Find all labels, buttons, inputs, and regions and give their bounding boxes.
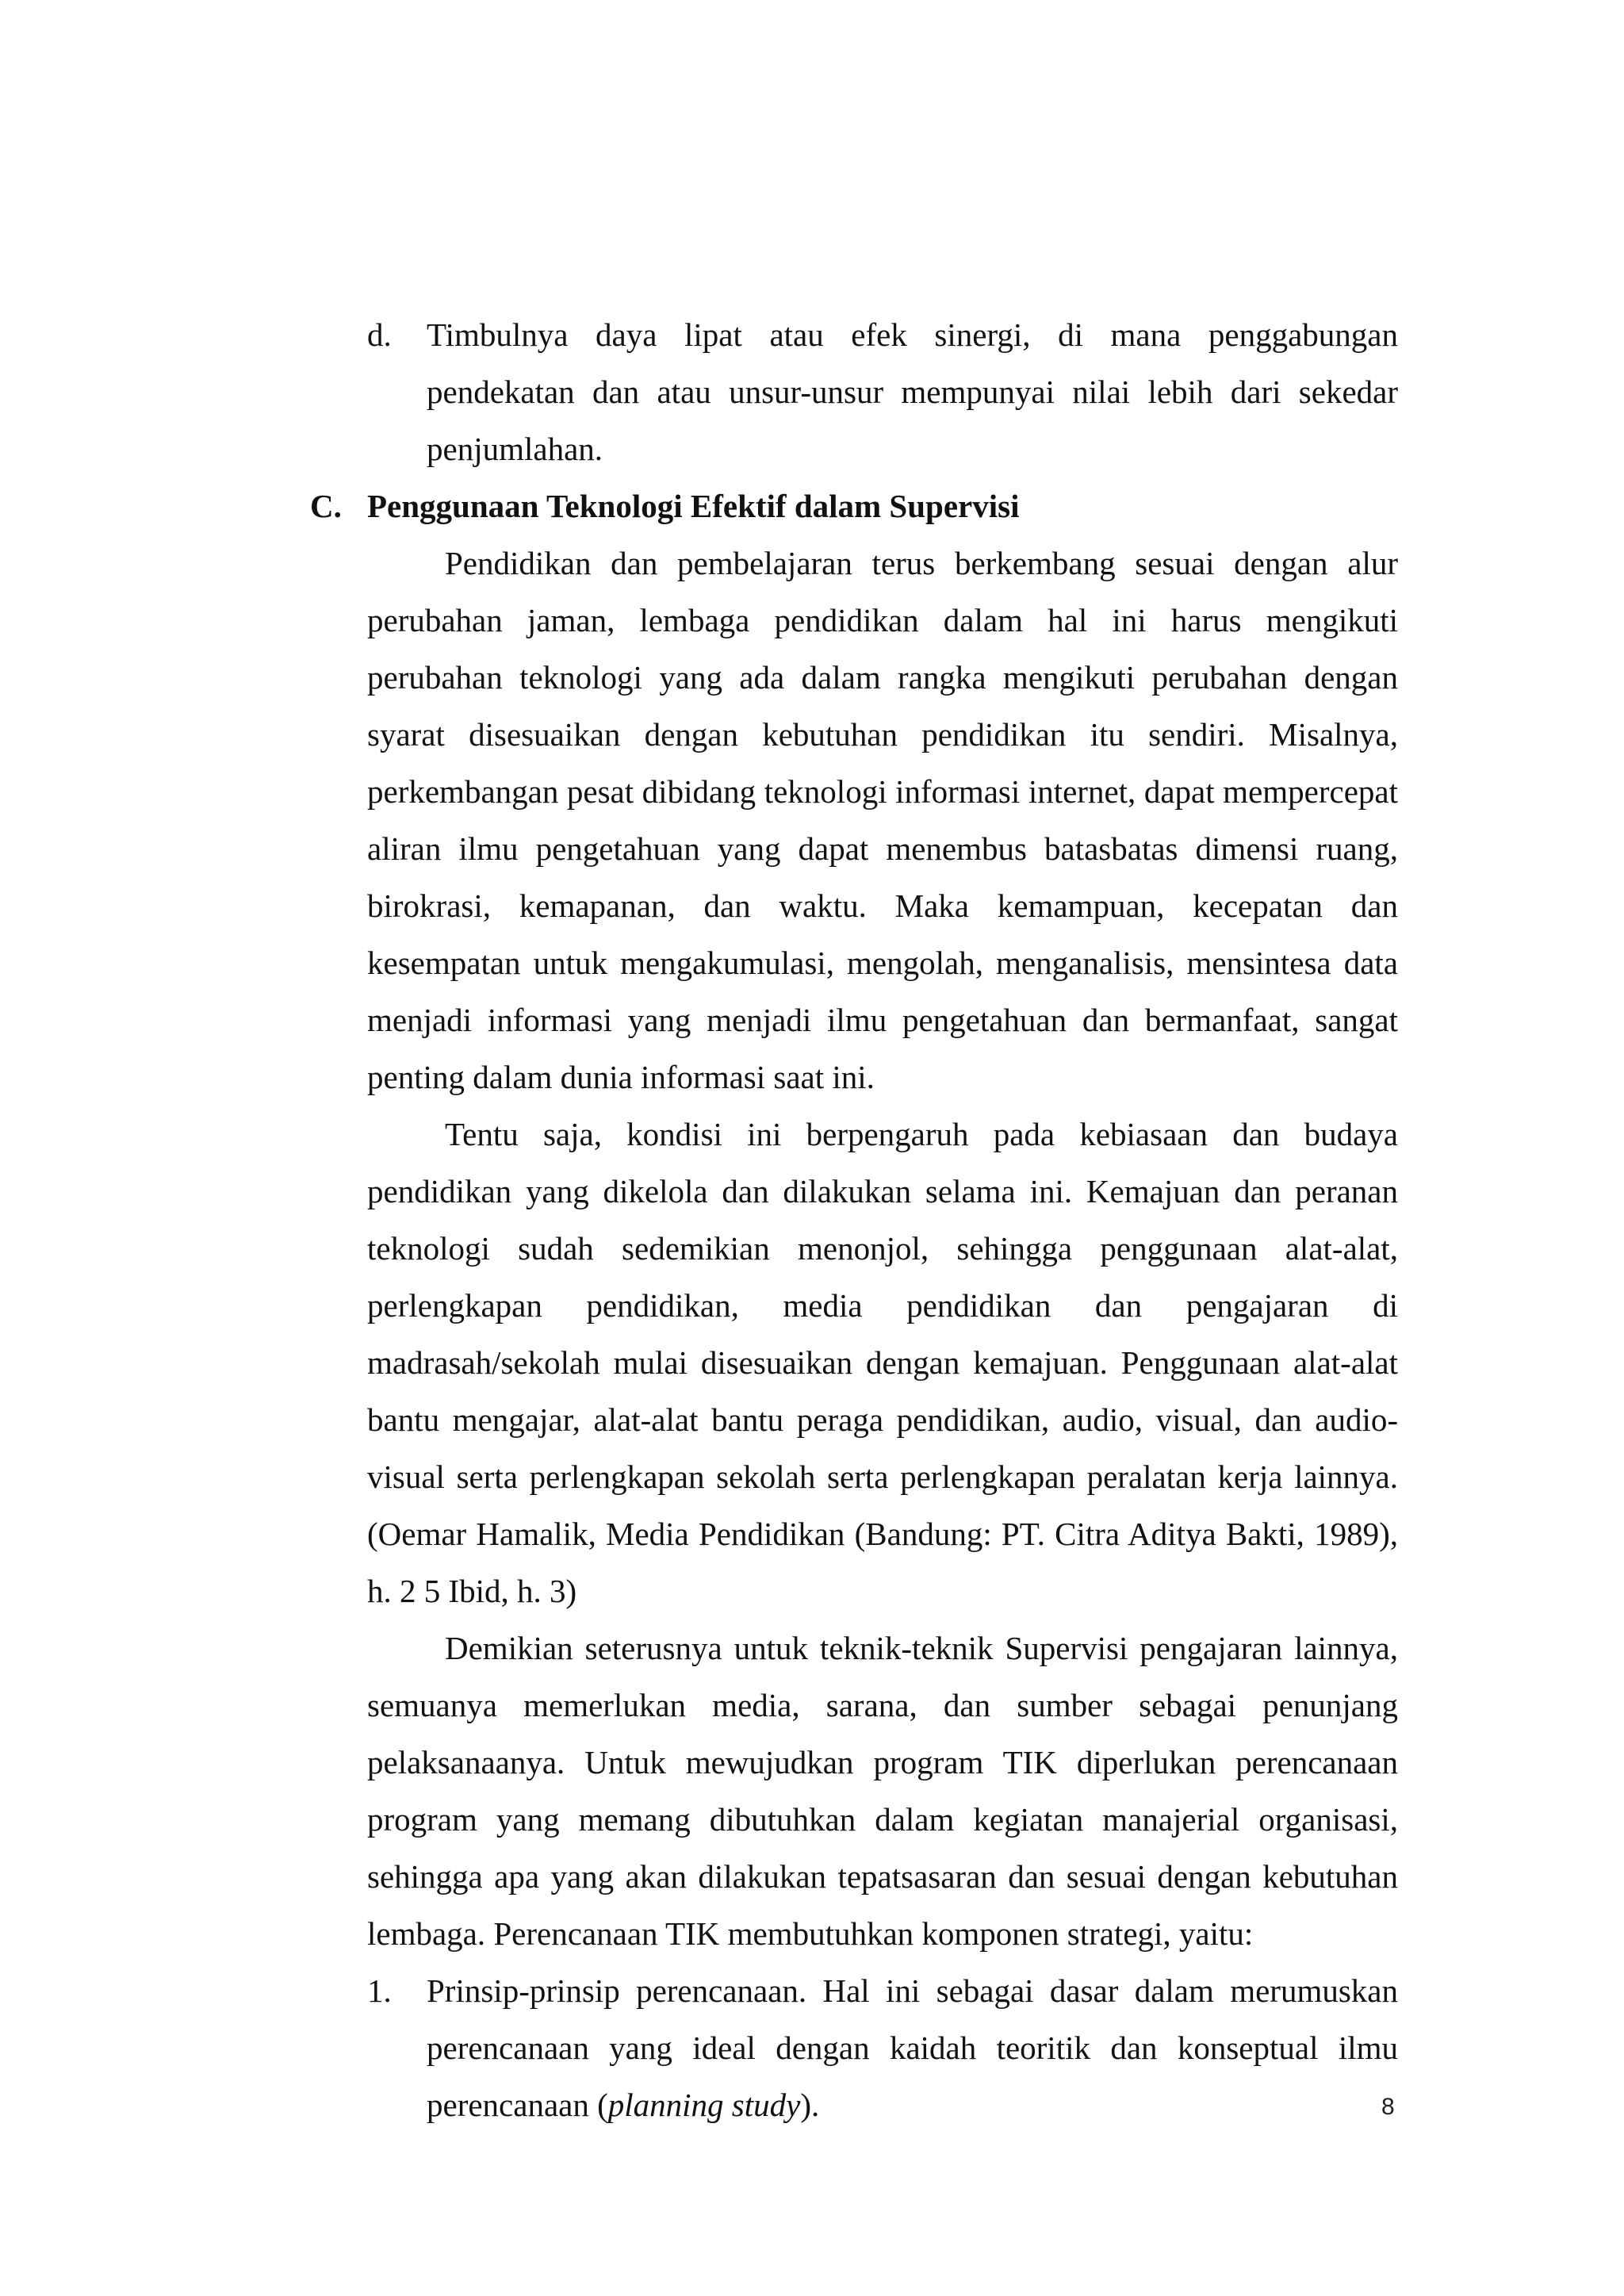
list-item-d	[367, 306, 1398, 477]
list-item-1-tail: ).	[800, 2087, 820, 2123]
section-marker: C.	[310, 488, 342, 524]
list-marker-1: 1.	[367, 1972, 392, 2009]
list-item-1-text: Prinsip-prinsip perencanaan. Hal ini sebagai dasar dalam merumuskan perencanaan yang ideal dengan kaidah teoritik dan konseptual ilmu perencanaan (	[427, 1972, 1398, 2123]
page-content	[310, 306, 1398, 2133]
list-item-1	[367, 1962, 1398, 2133]
paragraph-2: Tentu saja, kondisi ini berpengaruh pada kebiasaan dan budaya pendidikan yang dikelola dan dilakukan selama ini. Kemajuan dan peranan teknologi sudah sedemikian menonjol, sehingga penggunaan alat-alat, perlengkapan pendidikan, media pendidikan dan pengajaran di madrasah/sekolah mulai disesuaikan dengan kemajuan. Penggunaan alat-alat bantu mengajar, alat-alat bantu peraga pendidikan, audio, visual, dan audio-visual serta perlengkapan sekolah serta perlengkapan peralatan kerja lainnya. (Oemar Hamalik, Media Pendidikan (Bandung: PT. Citra Aditya Bakti, 1989), h. 2 5 Ibid, h. 3)	[367, 1116, 1398, 1609]
section-heading-c	[310, 477, 1398, 535]
list-marker-d: d.	[367, 316, 392, 353]
list-item-d-text: Timbulnya daya lipat atau efek sinergi, di mana penggabungan pendekatan dan atau unsur-unsur mempunyai nilai lebih dari sekedar penjumlahan.	[427, 316, 1398, 467]
section-title: Penggunaan Teknologi Efektif dalam Supervisi	[367, 488, 1020, 524]
list-item-1-italic: planning study	[607, 2087, 801, 2123]
page-number: 8	[1381, 2094, 1395, 2120]
paragraph-3: Demikian seterusnya untuk teknik-teknik Supervisi pengajaran lainnya, semuanya memerlukan media, sarana, dan sumber sebagai penunjang pelaksanaanya. Untuk mewujudkan program TIK diperlukan perencanaan program yang memang dibutuhkan dalam kegiatan manajerial organisasi, sehingga apa yang akan dilakukan tepatsasaran dan sesuai dengan kebutuhan lembaga. Perencanaan TIK membutuhkan komponen strategi, yaitu:	[367, 1630, 1398, 1952]
paragraph-1: Pendidikan dan pembelajaran terus berkembang sesuai dengan alur perubahan jaman, lembaga pendidikan dalam hal ini harus mengikuti perubahan teknologi yang ada dalam rangka mengikuti perubahan dengan syarat disesuaikan dengan kebutuhan pendidikan itu sendiri. Misalnya, perkembangan pesat dibidang teknologi informasi internet, dapat mempercepat aliran ilmu pengetahuan yang dapat menembus batasbatas dimensi ruang, birokrasi, kemapanan, dan waktu. Maka kemampuan, kecepatan dan kesempatan untuk mengakumulasi, mengolah, menganalisis, mensintesa data menjadi informasi yang menjadi ilmu pengetahuan dan bermanfaat, sangat penting dalam dunia informasi saat ini.	[367, 545, 1398, 1095]
